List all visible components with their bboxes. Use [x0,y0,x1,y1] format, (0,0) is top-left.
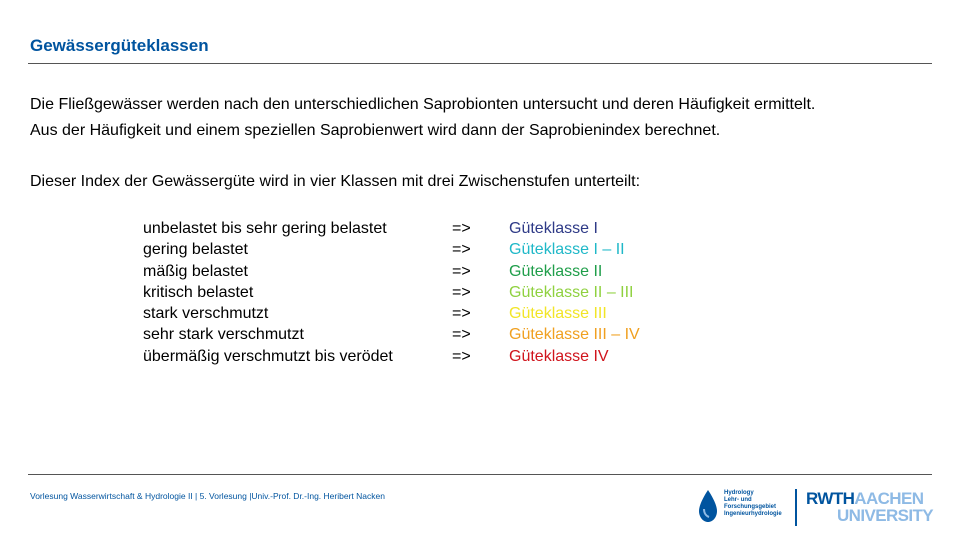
arrow: => [452,220,471,237]
arrow: => [452,305,471,323]
footer-lecture-info: Vorlesung Wasserwirtschaft & Hydrologie II | 5. Vorlesung |Univ.-Prof. Dr.-Ing. Heribert Nacken [30,491,385,501]
pollution-description: stark verschmutzt [143,305,269,323]
quality-class-label: Güteklasse III – IV [509,326,640,344]
class-row-7 [143,346,709,367]
arrow: => [452,283,471,301]
class-row-3 [143,261,709,282]
intro-paragraph [30,92,940,144]
pollution-description: kritisch belastet [143,283,254,301]
class-row-2 [143,239,709,260]
quality-class-list [143,218,709,367]
slide-title: Gewässergüteklassen [30,36,209,55]
quality-class-label: Güteklasse I – II [509,241,625,259]
arrow: => [452,241,471,259]
pollution-description: sehr stark verschmutzt [143,326,304,344]
class-row-6 [143,324,709,345]
hydrology-logo-line: Ingenieurhydrologie [724,511,782,517]
quality-class-label: Güteklasse II [509,262,603,280]
pollution-description: gering belastet [143,241,248,259]
hydrology-logo-line: Forschungsgebiet [724,504,777,510]
lead-sentence: Dieser Index der Gewässergüte wird in vier Klassen mit drei Zwischenstufen unterteilt: [30,173,641,190]
intro-line-1: Die Fließgewässer werden nach den unterschiedlichen Saprobionten untersucht und deren Häufigkeit ermittelt. [30,96,816,113]
footer-divider [28,474,932,475]
logo-divider [795,489,797,526]
arrow: => [452,347,471,365]
quality-class-label: Güteklasse I [509,220,598,237]
hydrology-logo [697,487,789,527]
rwth-wordmark: RWTH [806,489,855,508]
hydrology-logo-line: Lehr- und [724,497,752,503]
hydrology-logo-line: Hydrology [724,490,754,496]
intro-line-2: Aus der Häufigkeit und einem speziellen Saprobienwert wird dann der Saprobienindex berechnet. [30,122,721,139]
quality-class-label: Güteklasse III [509,305,607,323]
header-divider [28,63,932,64]
university-wordmark: UNIVERSITY [837,506,934,525]
arrow: => [452,262,471,280]
arrow: => [452,326,471,344]
pollution-description: mäßig belastet [143,262,248,280]
hydrology-logo-text [724,490,782,518]
class-row-1 [143,218,709,239]
pollution-description: unbelastet bis sehr gering belastet [143,220,387,237]
class-row-5 [143,303,709,324]
aachen-wordmark: AACHEN [854,489,924,508]
quality-class-label: Güteklasse II – III [509,283,634,301]
quality-class-label: Güteklasse IV [509,347,609,365]
rwth-logo-line-1 [806,490,934,507]
rwth-logo [806,490,934,524]
water-drop-icon [697,489,719,523]
pollution-description: übermäßig verschmutzt bis verödet [143,347,393,365]
class-row-4 [143,282,709,303]
